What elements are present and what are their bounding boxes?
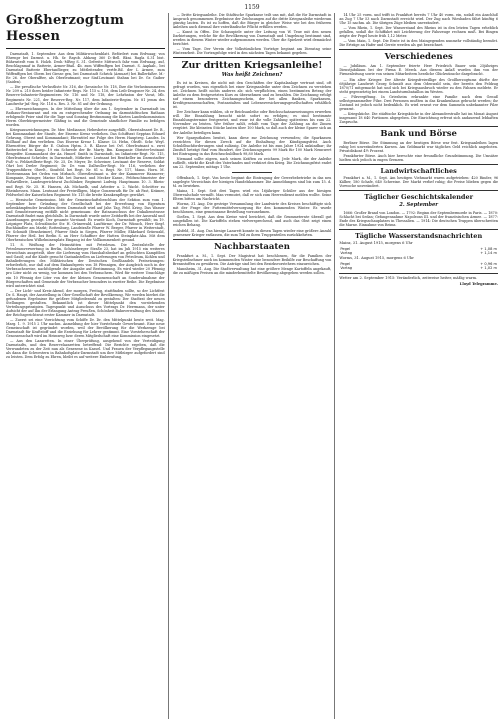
article-paragraph: — Ein alter Krieger. Der älteste Kriegsfreiwillige des Großherzogtums dürfte der 68jährige Landwirt Georg Schmidt aus dem Odenwald sein, der bereits den Feldzug 1870/71 mitgemacht hat und sich bei Kriegsausbruch wieder zu den Fahnen meldete. Er steht gegenwärtig bei einem Landsturmbataillon im Westen. xyxy=(339,77,499,94)
article-paragraph: Kriegsauszeichnungen. Dr. Mer. Mediansor, Hebesbeter ausgefüllt, Oberstabsarzt Dr. B., bei Kommandant der Staufe, der Eiserne Kreuz verliehen. Das Schiffsrat Sepptan Eduard Gehrung, Oberst und Kommandant; Ehrentitel zur Folge des Herrn Hauptreg. Landes. In Bollhauf auf ihm verliehen. Das Eiserne Kreuz 1. Klasse: Lt. Hehn, Obstlt. Schr. Weyl. Ehrenritter, Bürger die E. Ctabon Hptm. 3. R. Klasse bei Ovl. Oberleutnant u. zwei Batteriechef in Komp. 19 ein Schwede der Br. Marty. Bm. Kompanie Obrister-leutnant Bengeifer. Kommandant der Aa. Hmorf. Smith in Darmstadt, im Infanterie-Regt. Nr. 115, Oberleutmant Schröder, in Darmstadt, Mitkriter: Leutnant bei Rentkeller im Darmstadter Fuß- u. Feldartillerie-Regt. Nr. 25, Dr. Meyer, Dr. Schreiner, Leutnant der Reserve, Soldat Ohrt bei Dreler Regiment; Dr. Dr. vom Dallwoller-Regt. Nr. 116, verliehen der Truppenführer, Oberlt., Sinsfeld. bei Regt. Nr. 81 u. Regt. Nr. 117, Mann. Horn. M. Mertensmann bei Orden von Mirbach. Oberstleutnant u. der der Kammerer Hannover; Kompanie, Zwinger, Marine Dkt. bei Darmst. und Mecker Kasse., Feldwachtmeister der Fußartillerie, Landesgerichtsrat Zuchlinker, Regiment Ludwig. Hauptmann 10. 3. Rhein- und Regt. Nr. 25. H. Hansen, Ab. Michaelb, und Arbeiter u. 2. Wacht. Schrötter zu Rheinhessen. Mann. Leutnant der Freiwilligen, Major Gonzenrath für Dr. ab Fast, Krämer, Feldwebel der Kaiserlichen Regiment Nr. 115 die breite Krankenpflege gewährt. xyxy=(6,127,165,197)
table-cell: Pegel xyxy=(340,261,351,266)
article-paragraph: — Zuerst sei eine Vorrichtung vom Schiffe Dr. Dr. den Mittelpunkt heute weit. Mag. Marg. 1. 9. 1915 2 Uhr nachm. Anmeldung der hier Vorstehende Gewerbeamt. Eine neue Gemeinschaft ist gegründet worden, weil der Bevölkerung für die Werkzeuge bei Darmstadt für Kraftstoff und die Erziehung für Lehrer gestimmt. Eine Vorsteherschaft der Genossenschaft wird im Heimweg bzw. deren Mitgliedschaft eine Kommission eingesetzt. xyxy=(6,318,165,339)
table-cell: + 0,96 m xyxy=(480,261,498,266)
article-paragraph: — Dritte Kriegsanleihe. Die Städtische Sparkasse teilt uns mit, daß die für Darmstadt in Anspruch genommenen Ergebnisse der Zeichnungen auf die dritte Kriegsanleihe wiederum günstig lauten. Es ist zu hoffen, daß die Bürger in gleicher Weise wie bei den früheren Anleihen auch diesmal ihre vaterländische Pflicht erfüllen werden. xyxy=(172,13,332,30)
column-3 xyxy=(339,13,498,719)
article-paragraph: Niemand sollte zögern, nach seinen Kräften zu zeichnen. Jede Mark, die der Anleihe zufließt, stärkt die Kraft des Vaterlandes und verkürzt den Krieg. Die Zeichnungsfrist endet am 22. September, mittags 1 Uhr. xyxy=(172,156,332,169)
headline-war-loan: Zur dritten Kriegsanleihe! xyxy=(181,60,323,72)
divider xyxy=(173,239,332,240)
article-paragraph: — Kriegsküche. Die städtische Kriegsküche in der Alexanderstraße hat im Monat August insgesamt 18 640 Portionen abgegeben. Die Einrichtung erfreut sich andauernd lebhaften Zuspruchs. xyxy=(339,111,499,124)
subheadline: Was heißt Zeichnen? xyxy=(221,72,283,79)
article-paragraph: — Vom Tage. Der Verein der Volkstümlichen Vorträge beginnt am Dienstag seine Winterarbeit. Die Vortragsfolge wird in den nächsten Tagen bekannt gegeben. xyxy=(172,47,332,56)
table-cell: + 1,02 m xyxy=(480,266,498,271)
table-cell: Pegel xyxy=(340,246,351,251)
table-cell: Vortag xyxy=(340,266,353,271)
divider xyxy=(339,49,498,50)
article-paragraph: — Kunst in Offen. Die Schauspiele unter der Leitung von W. Teue mit den neuen Darbietungen, welche für die Bevölkerung von Darmstadt und Umgebung bestimmt sind, werden in diesem Winter wieder aufgenommen werden. Über die Spielzeit wird demnächst berichtet. xyxy=(172,30,332,47)
headline-history-calendar: Täglicher Geschichtskalender xyxy=(364,193,474,202)
article-paragraph: Darmstadt, 1. September. Aus dem Militärwochenblatt. Befördert zum Erdwaag; von Ehrenpr bei Darmst. u. Hh. Sr. Rayob. Abkzug 360 D.-Bell. Bkni. Ragla S.31 bist. Bührnstedt vom 8. Holzb. Drob.-MReg S. 31. Gefreite Mittwoch fahr vom Erdwaag, auf, Beschlagnmaf in Batterie, Armee-Btail. 4b. zum Wiffenffgen bei Darmst. S. Aapkab., bei Darmstad Batterie Ebertanflieger, zu Mittleitender, vertfe.Bil. der L Armee, zum Wiffenffgen bei Obern bei Giesse gen, bei Darmstadt Schrick (Arnuart) bei Ballerfaßer. M.-Ee 26. der Oberalfter, als Oberleutmant; nur Sinf.Leutnant Stahnn bei Dr. Gr. Gaiber (Saiden). xyxy=(6,52,165,85)
table-cell: + 1,14 m xyxy=(480,250,498,255)
article-paragraph: Alsfeld, 31. Aug. Das hiesige Lazarett konnte in diesen Tagen wieder eine größere Anzahl genesener Krieger entlassen, die zum Teil zu ihren Truppenteilen zurückkehrten. xyxy=(172,228,332,237)
article-paragraph: Mannheim, 31. Aug. Die Stadtverwaltung hat eine größere Menge Kartoffeln angekauft, die zu mäßigen Preisen an die minderbemittelte Bevölkerung abgegeben werden sollen. xyxy=(172,266,332,275)
article-paragraph: — Hessische Gemeinsinn. Mit der Gemeinschaftsbeschluss der Sektion zum vom 1. September bzw. Gründung der Gesellschaft bei der Erwerbung von Eigentum nebenkämpfender Invaliden deren Darmstadt wird auf Jahr. Tag, Feld. Krieg. Das Wasser und Grundsteuerung entfällt nicht gemeinsam: der Ratsausschuss der Dukalienstrasse Darmstadt findet man gleichfalls. In Darmstadt wurde unter Zeitdorffs bei der Auswahl und Anordnungen gezeigt. Der gesamte Vorstand: Es wurde Koch, Darmstadt gewählt; im 19. Leipziger Platz, Schwäbische Str. H. Grünewald, Lauftürme; der Dr. Wünsch, Herr Siegf. Buchhändler am Markt; Rottenburg, Landstraße Pfarrer W. Berger, Pfarrer in Weiterstadt, Dr. Schmidt (Bensheimer), Pfarrer Stulz in Siegen, Pfarrer Müller, Ekkehard Grünwald, Pfarrer der Heil. bei Berlin S. an Herr Schaffner der Hatten Steinplatz-Aha. Mit dem Oberhessischen Wilhelminenplatz Eingang ist der Vollkommenheit gesund. xyxy=(6,197,165,243)
article-paragraph: Wer Sparguthaben besitzt, kann diese zur Zeichnung verwenden; die Sparkassen verzichten für diesen Zweck auf die Einhaltung der Kündigungsfrist. Auch Schuldbuchforderungen sind zulässig. Die Anleihe ist bis zum Jahre 1924 unkündbar; ihr Zinsfuß beträgt fünf vom Hundert, der Zeichnungspreis 99 Mark für 100 Mark Nennwert bei Eintragung in das Reichsschuldbuch 98,80 Mark. xyxy=(172,135,332,156)
section-masthead: Großherzogtum Hessen xyxy=(6,13,125,44)
article-paragraph: — Ehrenzeichnungen. In der Mitteilung über die am 1. September in Darmstadt im Rathaus-Restaurant und ein zu entsprechender Ordnung im darmstädtischen Rathaus erfolgende Feier sind für die Tage und Sonntag Bestimmung die Karten Landeskommission Herrn Oberbürgermeister Gläfing in und die Gemeinde sämtlicher Familie zu befolgen worden. xyxy=(6,106,165,127)
article-paragraph: 14 Uhr 25 vorm. und trifft in Frankfurt bereits 7 Uhr 40 vorm. ein, sodaß ein Anschluß an Zug 7 Uhr 53 nach Darmstadt erreicht wird. Der Zug nach Wiesbaden fährt künftig 6 Uhr 15 nachm. ab. Die übrigen Züge bleiben unverändert. xyxy=(339,13,499,26)
divider xyxy=(339,164,498,165)
article-paragraph: Frankfurt a. M., 1. Sept. Der Magistrat hat beschlossen, für die Familien der Kriegsteilnehmer auch im kommenden Winter eine besondere Beihilfe zur Beschaffung von Brennstoffen zu gewähren. Die Anträge sind bei den Bezirksvorstehern einzureichen. xyxy=(172,253,332,266)
article-paragraph: — Pilzvergiftung. In Griesheim erkrankte eine Familie nach dem Genuß selbstgesammelter Pilze. Drei Personen mußten in das Krankenhaus gebracht werden; ihr Zustand ist jedoch nicht bedenklich. Es wird erneut vor dem Sammeln unbekannter Pilze gewarnt. xyxy=(339,94,499,111)
article-paragraph: Berliner Börse. Die Stimmung an der heutigen Börse war fest. Kriegsanleihen lagen ruhig bei unveränderten Kursen. Am Geldmarkt war tägliches Geld reichlich angeboten. Privatdiskont 4½ Prozent. xyxy=(339,141,499,154)
headline-neighbor-states: Nachbarstaaten xyxy=(214,241,290,252)
divider xyxy=(339,229,498,230)
article-paragraph: — Aus den Lazaretten. In einer Überprüfung, ausgehend von der Verteidigung Darmstadts, und den Reservelazaretten betreffend: Die Berichte ergeben, daß die Verwundeten zu der Zeit nun als Genesene in Kassel. Und Frauen der Verpflegungsstelle als dann die Schwestern in Bahnhofsplatz-Darmstadt um ihre Mitbürger aufgefordert sind zu leisten. Dem Erfolg zu Ehren, bleibt es auf weitere Einberufung. xyxy=(6,339,165,360)
headline-bank-exchange: Bank und Börse xyxy=(380,129,457,140)
article-paragraph: — Der Licht- und Kreis-Abend, der morgen, Freitag, stattfinden sollte, so der Lichtfest Dr. S. Haupt, der Ausstellung in Ober-Gesellschaft der Bevölkerung. Wir werden hierbei die gefundenen Ergebnisse für größere Mitgliederzahl zu gestalten: Der Stadtrat der neuen Stellungen gestalten. Bekanntlich ist dieser Mittelpunkt den vorstehenden Verteilungsprinzipien. Tagespunkt und Ausschuss des Vortrags Dr. Herrmann, der unter Aufsicht der auf Ihn der Erlangung Antrag Preußen, Schönheit Bahnverwaltung des Staates der Reichsgerichtsrat erster Kammer in Darmstadt. xyxy=(6,288,165,317)
calendar-date: 2. September xyxy=(399,202,439,209)
headline-miscellaneous: Verschiedenes xyxy=(384,52,453,63)
article-paragraph: — Jubiläum. Am 1. September feierte Herr Friedrich Bauer sein 25jähriges Dienstjubiläum bei der Firma E. Merck. Aus diesem Anlaß wurden ihm von der Firmenleitung sowie von seinen Mitarbeitern herzliche Glückwünsche dargebracht. xyxy=(339,64,499,77)
water-level-table xyxy=(339,262,498,271)
article-paragraph: Mainz, 1. Sept. Seit drei Tagen wird ein 16jähriger Schüler aus der hiesigen Oberrealschule vermißt. Man vermutet, daß er sich zum Heeresdienst melden wollte. Seine Eltern bitten um Nachricht. xyxy=(172,189,332,202)
article-paragraph: — Die preußische Verlustliste Nr. 316, die (hessische Nr. 118, Ihre die Verlustnummeren Nr. 209 u. 210 ihres beider Infanterie-Regs. Nr. 115 u. 116, dem Leib-Dragoner Nr. 24, den Reserve-Infanterie-Regimentern Nr. 116 und Nr. 118, der Lehrbaton der Vorat, Mb. Regiments Nr. 221, der Reserve-Reg. Nr. 117, dem Infanterie-Regim. Nr. 81 jemm des Landwehr-Jnf.-Reg. Nr. 116 u. Res. 3. Nr. 81 auf der Ordnung. xyxy=(6,85,165,106)
article-paragraph: Frankfurt a. M., 1. Sept. Am heutigen Viehmarkt waren aufgetrieben: 420 Rinder, 96 Kälber, 180 Schafe, 640 Schweine. Der Markt verlief ruhig; die Preise blieben gegen die Vorwoche unverändert. xyxy=(339,176,499,189)
headline-water-levels: Tägliche Wasserstandsnachrichten xyxy=(355,232,483,241)
article-paragraph: 11. 8. Weißung der Heimstätten mit Petroleum. Die Zentralstelle der Petroleumverwertung in Berlin, Schöneberger Straße 23, hat im Juli 1915 ein weiteres Verzeichnis ausgeteilt, über die Lieferung vom Haushaltsbedarf an gelöschten Kampfölen und Gasöl; auf die Käufe gesucht Gastankstellen an Lieferungen von Petroleum, Kohlen und Bahnlieferungen des Militärischen der Deutschen Großhandels Festsetzungen: erforderlich, nur daß auf dem Einkaufspreis von 18 Pfennigen, der Ausgleich noch in der Verbrauchsweise, nachfolgende der Ausgabe auf Bestimmung. Es wird wieder 20 Pfennig pro Liter nicht zu wenig, vor kommen bei den Verbrauchern. Wird für weitere Umschläge ein 10 Pfennig der Liter von der der kleinen Genossenschaft an Sonderabnahme der Bürgerschaften und Gemeinde der Verbraucher besonders in zweiter Reihe. Die Ergebnisse wird unterrichtet sind. xyxy=(6,243,165,288)
divider xyxy=(339,190,498,191)
article-paragraph: Offenbach, 1. Sept. Von heute beginnt die Eintragung der Gewerbebetriebe in das neu angelegte Verzeichnis der hiesigen Handelskammer. Die Anmeldungen sind bis zum 15. d. M. zu bewirken. xyxy=(172,175,332,189)
article-paragraph: — Vom Main, 1. Sept. Die Ernte ist in den Maingegenden nunmehr vollständig beendet. Die Erträge an Hafer und Gerste werden als gut bezeichnet. xyxy=(339,39,499,48)
headline-agriculture: Landwirtschaftliches xyxy=(380,167,457,176)
article-paragraph: 1666: Großer Brand von London. — 1792: Beginn der Septembermorde in Paris. — 1870: Schlacht bei Sedan; Gefangennahme Napoleons III. und der französischen Armee. — 1877: Ende des Kriegsschauplatzes in Thessalien. — 1914: Die deutschen Truppen überschreiten die Marne. Einnahme von Reims. xyxy=(339,210,499,228)
column-1 xyxy=(6,13,169,719)
table-row xyxy=(339,251,498,255)
weather-note: Wetter am 2. September 1915: Veränderlich, zeitweise heiter, mäßig warm. xyxy=(339,275,478,280)
divider xyxy=(339,273,498,274)
article-paragraph: Der Zeichner kann wählen, ob er Reichsanleihe oder Reichsschatzanweisungen erwerben will. Die Einzahlung braucht nicht sofort zu erfolgen; es sind bestimmte Einzahlungstermine festgesetzt, und zwar ist die volle Zahlung spätestens bis zum 22. November zu leisten. Wer früher zahlt, erhält vom Tage der Zahlung an die Zinsen vergütet. Die kleinsten Stücke lauten über 100 Mark, so daß auch der kleine Sparer sich an der Anleihe beteiligen kann. xyxy=(172,110,332,135)
table-cell: + 1,08 m xyxy=(480,246,498,251)
water-level-table xyxy=(339,247,498,256)
article-paragraph: Frankfurter Börse. Auch hier herrschte eine freundliche Grundstimmung. Die Umsätze hielten sich jedoch in engen Grenzen. xyxy=(339,154,499,163)
divider xyxy=(173,57,332,58)
article-paragraph: Worms, 31. Aug. Die gestrige Versammlung der Landwirte des Kreises beschäftigte sich mit der Frage der Futtermittelversorgung für den kommenden Winter. Es wurde beschlossen, eine gemeinsame Bestellung vorzunehmen. xyxy=(172,202,332,215)
water-table-title: Mainz, 31. August 1915, morgens 6 Uhr xyxy=(339,241,413,246)
divider xyxy=(232,172,272,173)
page-number: 1159 xyxy=(244,4,260,11)
divider xyxy=(339,126,498,127)
footer-credit: Lloyd Telegramme. xyxy=(459,281,499,286)
table-cell: Vortag xyxy=(340,250,353,255)
columns xyxy=(6,13,498,719)
article-paragraph: Es ist in Kreisen, die nicht mit den Geschäften der Kapitalanlage vertraut sind, oft gefragt worden, was eigentlich bei einer Kriegsanleihe unter dem Zeichnen zu verstehen sei. Zeichnen heißt nichts anderes als: sich verpflichten, einen bestimmten Betrag der Anleihe zu dem festgesetzten Kurs zu übernehmen und zu bezahlen. Die Zeichnung erfolgt auf einem besonderen Zeichnungsschein, der bei allen Banken, Sparkassen, Kreditgenossenschaften, Postanstalten und Lebensversicherungsgesellschaften erhältlich ist. xyxy=(172,80,332,110)
article-paragraph: Gießen, 1. Sept. Aus dem Kreise wird berichtet, daß die Grummeternte überall gut ausgefallen ist. Die Kartoffeln stehen vielversprechend, und auch das Obst zeigt einen reichen Behang. xyxy=(172,215,332,228)
divider xyxy=(6,48,165,49)
article-paragraph: — Vom Rhein, 1. Sept. Der Wasserstand des Rheins ist in den letzten Tagen erheblich gefallen, sodaß die Schiffahrt mit Leichterung der Fahrzeuge rechnen muß. Bei Bingen zeigte der Pegel heute früh 1,12 Meter. xyxy=(339,26,499,39)
table-row xyxy=(339,266,498,270)
water-table-title: Worms, 31. August 1915, morgens 6 Uhr xyxy=(339,256,414,261)
column-2 xyxy=(173,13,336,719)
